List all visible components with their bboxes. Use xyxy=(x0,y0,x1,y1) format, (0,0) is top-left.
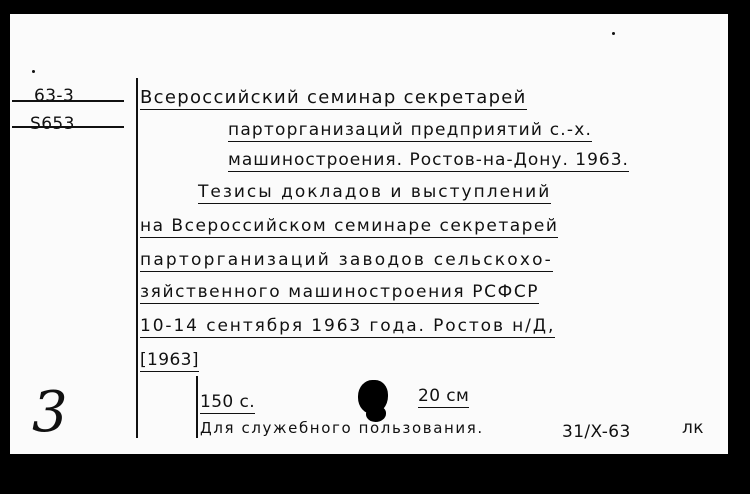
collation-rule xyxy=(196,376,198,438)
body-line-3: парторганизаций заводов сельскохо- xyxy=(140,250,554,270)
pagination: 150 с. xyxy=(200,392,256,412)
processing-date: 31/X-63 xyxy=(562,422,631,442)
stray-mark xyxy=(32,70,35,73)
large-numeral: 3 xyxy=(32,380,68,445)
body-line-4: зяйственного машиностроения РСФСР xyxy=(140,282,540,302)
cataloger-initials: лк xyxy=(682,418,704,438)
inventory-number: S653 xyxy=(30,114,75,134)
body-line-1: Тезисы докладов и выступлений xyxy=(198,182,552,202)
vertical-margin-rule xyxy=(136,78,138,438)
restriction-note: Для служебного пользования. xyxy=(200,419,484,437)
body-line-2: на Всероссийском семинаре секретарей xyxy=(140,216,559,236)
body-line-6: [1963] xyxy=(140,350,199,370)
title-line-2: парторганизаций предприятий с.-х. xyxy=(228,120,593,140)
dimensions: 20 см xyxy=(418,386,470,406)
body-line-5: 10-14 сентября 1963 года. Ростов н/Д, xyxy=(140,316,556,336)
stray-mark xyxy=(612,32,615,35)
catalog-card xyxy=(10,14,728,454)
title-line-3: машиностроения. Ростов-на-Дону. 1963. xyxy=(228,150,629,170)
shelf-mark: 63-3 xyxy=(34,86,75,106)
title-line-1: Всероссийский семинар секретарей xyxy=(140,87,527,108)
